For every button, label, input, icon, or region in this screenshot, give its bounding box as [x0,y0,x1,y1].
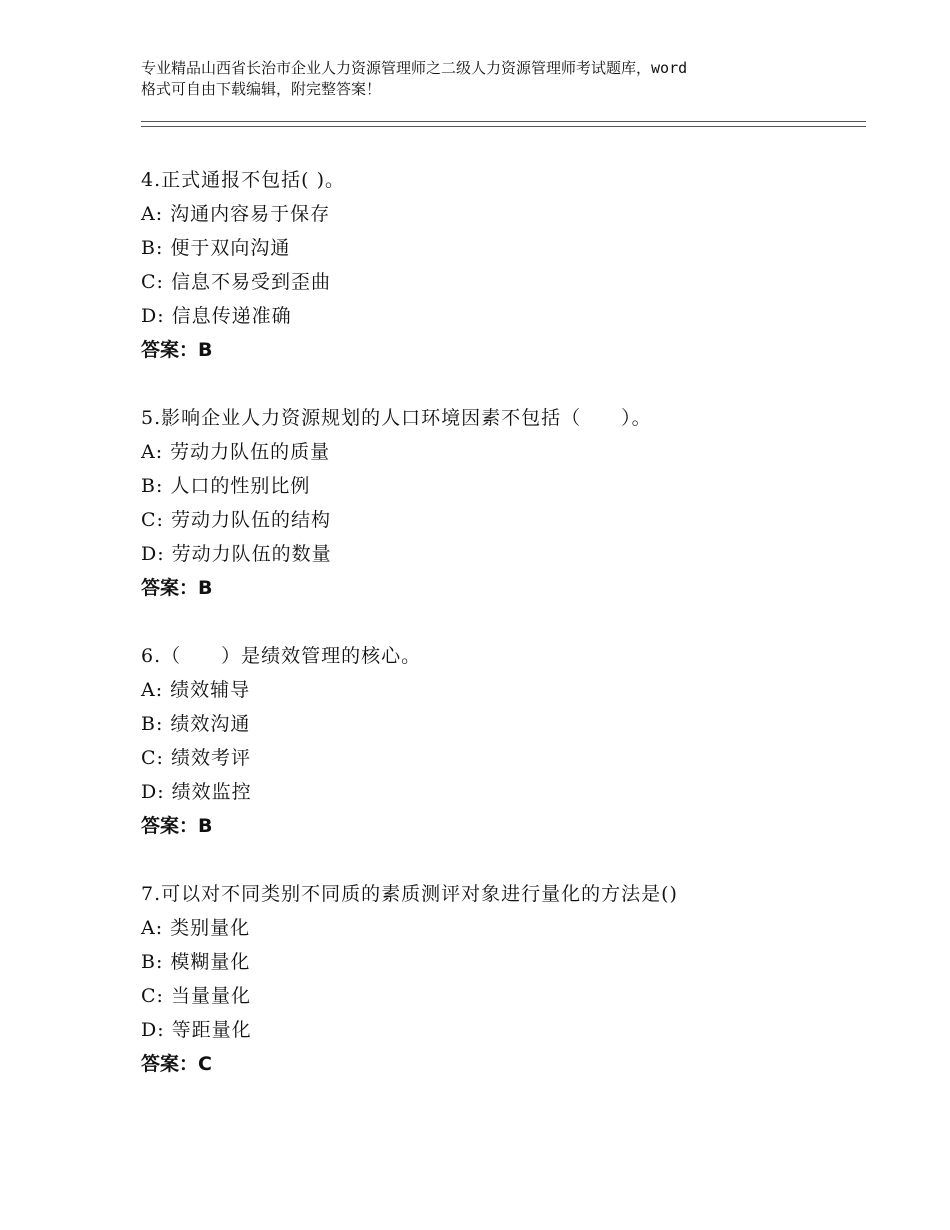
option-b: B: 模糊量化 [141,951,251,973]
option-a: A: 绩效辅导 [141,679,251,701]
answer-line: 答案：B [141,815,213,837]
question-5 [141,401,866,605]
question-6 [141,639,866,843]
option-c: C: 信息不易受到歪曲 [141,271,331,293]
option-c: C: 绩效考评 [141,747,251,769]
answer-line: 答案：C [141,1053,212,1075]
question-stem: 7.可以对不同类别不同质的素质测评对象进行量化的方法是() [141,883,678,905]
answer-line: 答案：B [141,577,213,599]
document-header [141,58,841,100]
answer-line: 答案：B [141,339,213,361]
option-b: B: 绩效沟通 [141,713,251,735]
question-stem: 5.影响企业人力资源规划的人口环境因素不包括（ ）。 [141,407,652,429]
option-d: D: 信息传递准确 [141,305,292,327]
question-4 [141,163,866,367]
header-divider [141,121,866,127]
option-a: A: 沟通内容易于保存 [141,203,331,225]
option-d: D: 等距量化 [141,1019,252,1041]
question-7 [141,877,866,1081]
option-b: B: 便于双向沟通 [141,237,291,259]
option-b: B: 人口的性别比例 [141,475,311,497]
document-title-line-2: 格式可自由下载编辑，附完整答案！ [141,80,382,98]
document-title-line-1: 专业精品山西省长治市企业人力资源管理师之二级人力资源管理师考试题库，word [141,59,688,77]
question-stem: 4.正式通报不包括( )。 [141,169,345,191]
question-stem: 6.（ ）是绩效管理的核心。 [141,645,422,667]
question-list [141,163,866,1115]
option-d: D: 绩效监控 [141,781,252,803]
option-a: A: 类别量化 [141,917,251,939]
option-c: C: 劳动力队伍的结构 [141,509,331,531]
option-c: C: 当量量化 [141,985,251,1007]
option-a: A: 劳动力队伍的质量 [141,441,331,463]
option-d: D: 劳动力队伍的数量 [141,543,332,565]
